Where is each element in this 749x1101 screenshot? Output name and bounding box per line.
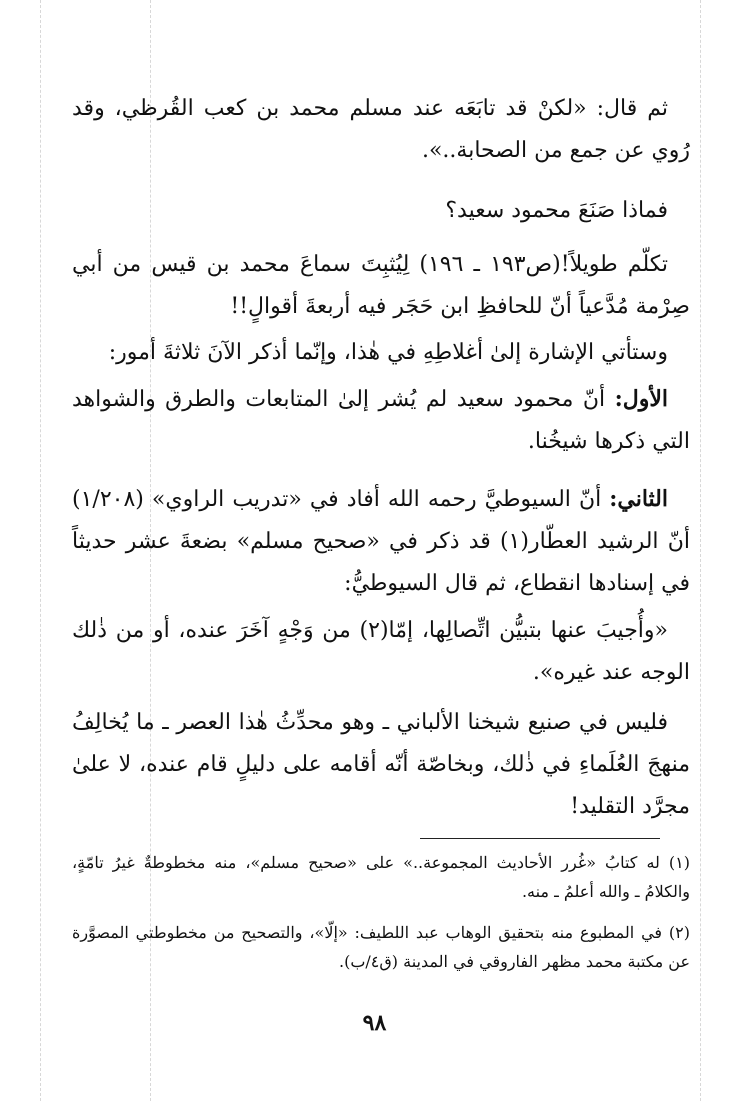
paragraph-1 (72, 88, 690, 172)
page-crease-line (40, 0, 41, 1101)
paragraph-text: أنّ السيوطيَّ رحمه الله أفاد في «تدريب الراوي» (١/٢٠٨) أنّ الرشيد العطّار(١) قد ذكر في «صحيح مسلم» بضعةَ عشر حديثاً في إسنادها انقطاع، ثم قال السيوطيُّ: (72, 487, 690, 596)
paragraph-4 (72, 332, 690, 374)
footnote-separator (420, 838, 660, 839)
paragraph-3 (72, 244, 690, 328)
paragraph-second-point (72, 478, 690, 605)
point-label: الثاني: (609, 486, 668, 512)
page-number: ٩٨ (362, 1010, 387, 1036)
paragraph-8 (72, 702, 690, 828)
page-crease-line (700, 0, 701, 1101)
quotation-paragraph (72, 610, 690, 694)
footnote-2 (72, 918, 690, 976)
paragraph-text: «وأُجيبَ عنها بتبيُّن اتِّصالِها، إمّا(٢) من وَجْهٍ آخَرَ عنده، أو من ذٰلك الوجه عند غيره». (72, 618, 690, 685)
paragraph-text: ثم قال: «لكنْ قد تابَعَه عند مسلم محمد بن كعب القُرظي، وقد رُوي عن جمع من الصحابة..». (72, 96, 690, 163)
paragraph-text: أنّ محمود سعيد لم يُشر إلىٰ المتابعات والطرق والشواهد التي ذكرها شيخُنا. (72, 387, 690, 454)
paragraph-text: فماذا صَنَعَ محمود سعيد؟ (445, 198, 668, 223)
paragraph-2 (72, 190, 690, 232)
point-label: الأول: (614, 386, 668, 412)
paragraph-text: وستأتي الإشارة إلىٰ أغلاطِهِ في هٰذا، وإنّما أذكر الآنَ ثلاثةَ أمور: (108, 340, 668, 365)
paragraph-text: تكلّم طويلاً!(ص١٩٣ ـ ١٩٦) لِيُثبِتَ سماعَ محمد بن قيس من أبي صِرْمة مُدَّعياً أنّ للحافظِ ابن حَجَر فيه أربعةَ أقوالٍ!! (72, 252, 690, 319)
footnote-1 (72, 848, 690, 906)
paragraph-first-point (72, 378, 690, 463)
footnote-text: (١) له كتابُ «غُرر الأحاديث المجموعة..» على «صحيح مسلم»، منه مخطوطةٌ غيرُ تامّةٍ، والكلامُ ـ والله أعلمُ ـ منه. (72, 853, 690, 901)
footnote-text: (٢) في المطبوع منه بتحقيق الوهاب عبد اللطيف: «إلّا»، والتصحيح من مخطوطتي المصوَّرة عن مكتبة محمد مظهر الفاروقي في المدينة (ق٤/ب). (72, 923, 690, 971)
paragraph-text: فليس في صنيع شيخنا الألباني ـ وهو محدِّثُ هٰذا العصر ـ ما يُخالِفُ منهجَ العُلَماءِ في ذٰلك، وبخاصّة أنّه أقامه على دليلٍ قام عنده، لا علىٰ مجرَّد التقليد! (72, 710, 690, 819)
